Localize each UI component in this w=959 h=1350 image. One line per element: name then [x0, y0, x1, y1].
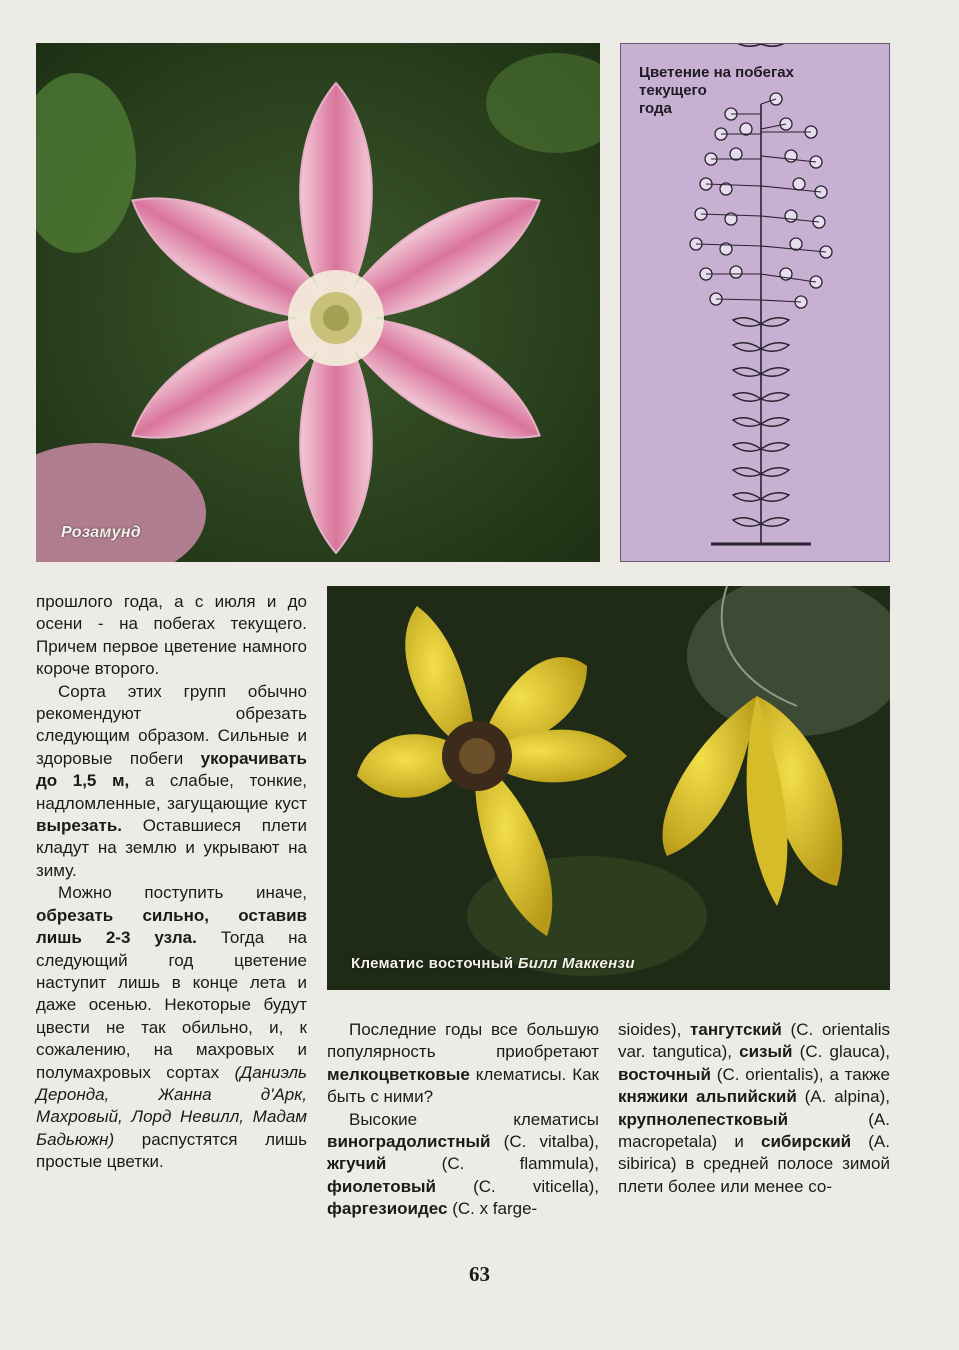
yellow-clematis-image	[327, 586, 890, 990]
text-column-2	[327, 1019, 599, 1221]
paragraph	[36, 882, 307, 1173]
photo-clematis-rosamund	[36, 43, 600, 562]
plant-shoot-illustration	[621, 44, 891, 563]
text-span: (C. x farge-	[447, 1199, 538, 1219]
bold-text: сизый	[739, 1042, 793, 1062]
diagram-title-line: года	[639, 100, 672, 117]
pruning-diagram	[620, 43, 890, 562]
bold-text: обрезать сильно, оставив лишь 2-3 узла.	[36, 905, 307, 948]
text-span: (A. alpina),	[796, 1087, 890, 1107]
bold-text: мелкоцветковые	[327, 1064, 470, 1084]
text-span: (C. glauca),	[792, 1042, 890, 1062]
pink-clematis-image	[36, 43, 600, 562]
paragraph	[618, 1019, 890, 1198]
text-span: (C. vitalba),	[490, 1132, 599, 1152]
text-column-3	[618, 1019, 890, 1198]
text-span: (C. orientalis var. tangutica),	[618, 1020, 890, 1062]
bold-text: фиолетовый	[327, 1176, 436, 1196]
text-span: (C. viticella),	[436, 1176, 599, 1196]
bold-text: крупнолепестковый	[618, 1109, 789, 1129]
text-span: (A. sibirica) в средней полосе зимой плети более или менее со-	[618, 1132, 890, 1196]
caption-cultivar-name: Билл Маккензи	[517, 955, 635, 972]
text-span: (C. flammula),	[386, 1154, 599, 1174]
paragraph	[327, 1019, 599, 1109]
text-span: клематисы. Как быть с ними?	[327, 1064, 599, 1107]
text-span: Последние годы все большую популярность приобретают	[327, 1020, 599, 1062]
bold-text: жгучий	[327, 1154, 387, 1174]
caption-text: Клематис восточный	[351, 955, 518, 972]
text-span: а слабые, тонкие, надломленные, загущающие куст	[36, 771, 307, 813]
paragraph	[327, 1109, 599, 1221]
diagram-title-line: Цветение на побегах	[639, 64, 794, 81]
paragraph	[36, 681, 307, 883]
text-span: (C. orientalis), а также	[711, 1064, 890, 1084]
text-span: Сорта этих групп обычно рекомендуют обрезать следующим образом. Сильные и здоровые побеги	[36, 681, 307, 768]
text-span: Тогда на следующий год цветение наступит лишь в конце лета и даже осенью. Некоторые будут цвести не так обильно, и, к сожалению, на махровых и полумахровых сортах	[36, 928, 307, 1082]
text-span: (A. macropetala) и	[618, 1109, 890, 1152]
paragraph: прошлого года, а с июля и до осени - на побегах текущего. Причем первое цветение намного короче второго.	[36, 592, 307, 679]
photo-caption: Розамунд	[61, 524, 141, 541]
text-span: Можно поступить иначе,	[58, 883, 307, 903]
bold-text: княжики альпийский	[618, 1087, 797, 1107]
text-column-1	[36, 591, 307, 1174]
text-span: Высокие клематисы	[349, 1109, 599, 1129]
bold-text: вырезать.	[36, 816, 122, 836]
bold-text: восточный	[618, 1064, 712, 1084]
text-span: sioides),	[618, 1020, 691, 1039]
page-number: 63	[469, 1262, 490, 1286]
text-span: распустятся лишь простые цветки.	[36, 1129, 307, 1172]
bold-text: фаргезиоидес	[327, 1199, 448, 1219]
photo-caption	[351, 955, 635, 972]
bold-text: укорачивать до 1,5 м,	[36, 748, 307, 791]
bold-text: тангутский	[690, 1020, 782, 1039]
bold-text: виноградолистный	[327, 1132, 491, 1152]
text-span: Оставшиеся плети кладут на землю и укрывают на зиму.	[36, 816, 307, 880]
photo-clematis-bill-mackenzie	[327, 586, 890, 990]
bold-text: сибирский	[761, 1132, 852, 1152]
diagram-title-line: текущего	[639, 82, 707, 99]
italic-text: (Даниэль Деронда, Жанна д'Арк, Махровый, Лорд Невилл, Мадам Бадьюжн)	[36, 1062, 307, 1149]
